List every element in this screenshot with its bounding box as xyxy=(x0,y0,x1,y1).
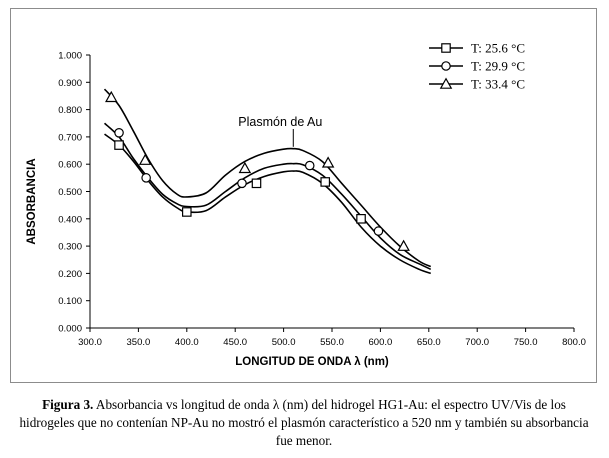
data-point-circle xyxy=(115,129,123,137)
x-tick-label: 550.0 xyxy=(320,337,344,348)
data-point-circle xyxy=(306,161,314,169)
data-point-circle xyxy=(238,179,246,187)
figure-caption xyxy=(14,396,594,450)
legend-marker-square xyxy=(442,44,450,52)
legend-label: T: 33.4 °C xyxy=(471,76,526,92)
x-tick-label: 400.0 xyxy=(174,337,199,348)
x-tick-label: 700.0 xyxy=(465,337,490,348)
x-tick-label: 600.0 xyxy=(368,337,393,348)
x-axis-label: LONGITUD DE ONDA λ (nm) xyxy=(235,356,389,368)
data-point-square xyxy=(321,178,329,186)
data-point-square xyxy=(115,141,123,149)
y-axis-label: ABSORBANCIA xyxy=(26,158,38,245)
data-point-circle xyxy=(142,174,150,182)
legend-marker-circle xyxy=(442,62,450,70)
data-point-square xyxy=(357,215,365,223)
y-tick-label: 0.300 xyxy=(58,241,82,253)
x-tick-label: 500.0 xyxy=(271,337,296,348)
y-tick-label: 0.500 xyxy=(58,187,82,198)
caption-text: Absorbancia vs longitud de onda λ (nm) del hidrogel HG1-Au: el espectro UV/Vis de los hidrogeles que no contenían NP-Au no mostró el plasmón característico a 520 nm y también su absorbancia fue menor. xyxy=(19,397,589,448)
data-point-triangle xyxy=(323,158,334,167)
x-tick-label: 350.0 xyxy=(126,337,151,348)
x-tick-label: 750.0 xyxy=(513,337,538,348)
y-tick-label: 0.800 xyxy=(58,105,82,117)
legend-label: T: 29.9 °C xyxy=(471,58,526,74)
caption-label: Figura 3. xyxy=(42,397,94,412)
legend-label: T: 25.6 °C xyxy=(471,40,526,56)
y-tick-label: 0.100 xyxy=(58,296,82,308)
data-point-circle xyxy=(374,227,382,235)
data-point-square xyxy=(183,208,191,216)
x-tick-label: 800.0 xyxy=(562,337,586,348)
y-tick-label: 1.000 xyxy=(58,50,82,62)
data-point-square xyxy=(252,179,260,187)
y-tick-label: 0.200 xyxy=(58,268,82,280)
y-tick-label: 0.900 xyxy=(58,77,82,89)
y-tick-label: 0.000 xyxy=(58,323,82,335)
x-ticks xyxy=(78,328,586,348)
annotation-label: Plasmón de Au xyxy=(238,115,323,129)
y-tick-label: 0.600 xyxy=(58,159,82,171)
y-tick-label: 0.400 xyxy=(58,214,82,226)
series-line-square xyxy=(105,134,431,273)
x-tick-label: 300.0 xyxy=(78,337,102,348)
y-tick-label: 0.700 xyxy=(58,132,82,144)
absorbance-chart xyxy=(11,9,598,384)
x-tick-label: 650.0 xyxy=(416,337,441,348)
chart-legend xyxy=(429,41,525,92)
chart-annotation xyxy=(238,115,322,147)
y-ticks xyxy=(58,51,90,335)
x-tick-label: 450.0 xyxy=(223,337,248,348)
chart-frame xyxy=(10,8,597,383)
